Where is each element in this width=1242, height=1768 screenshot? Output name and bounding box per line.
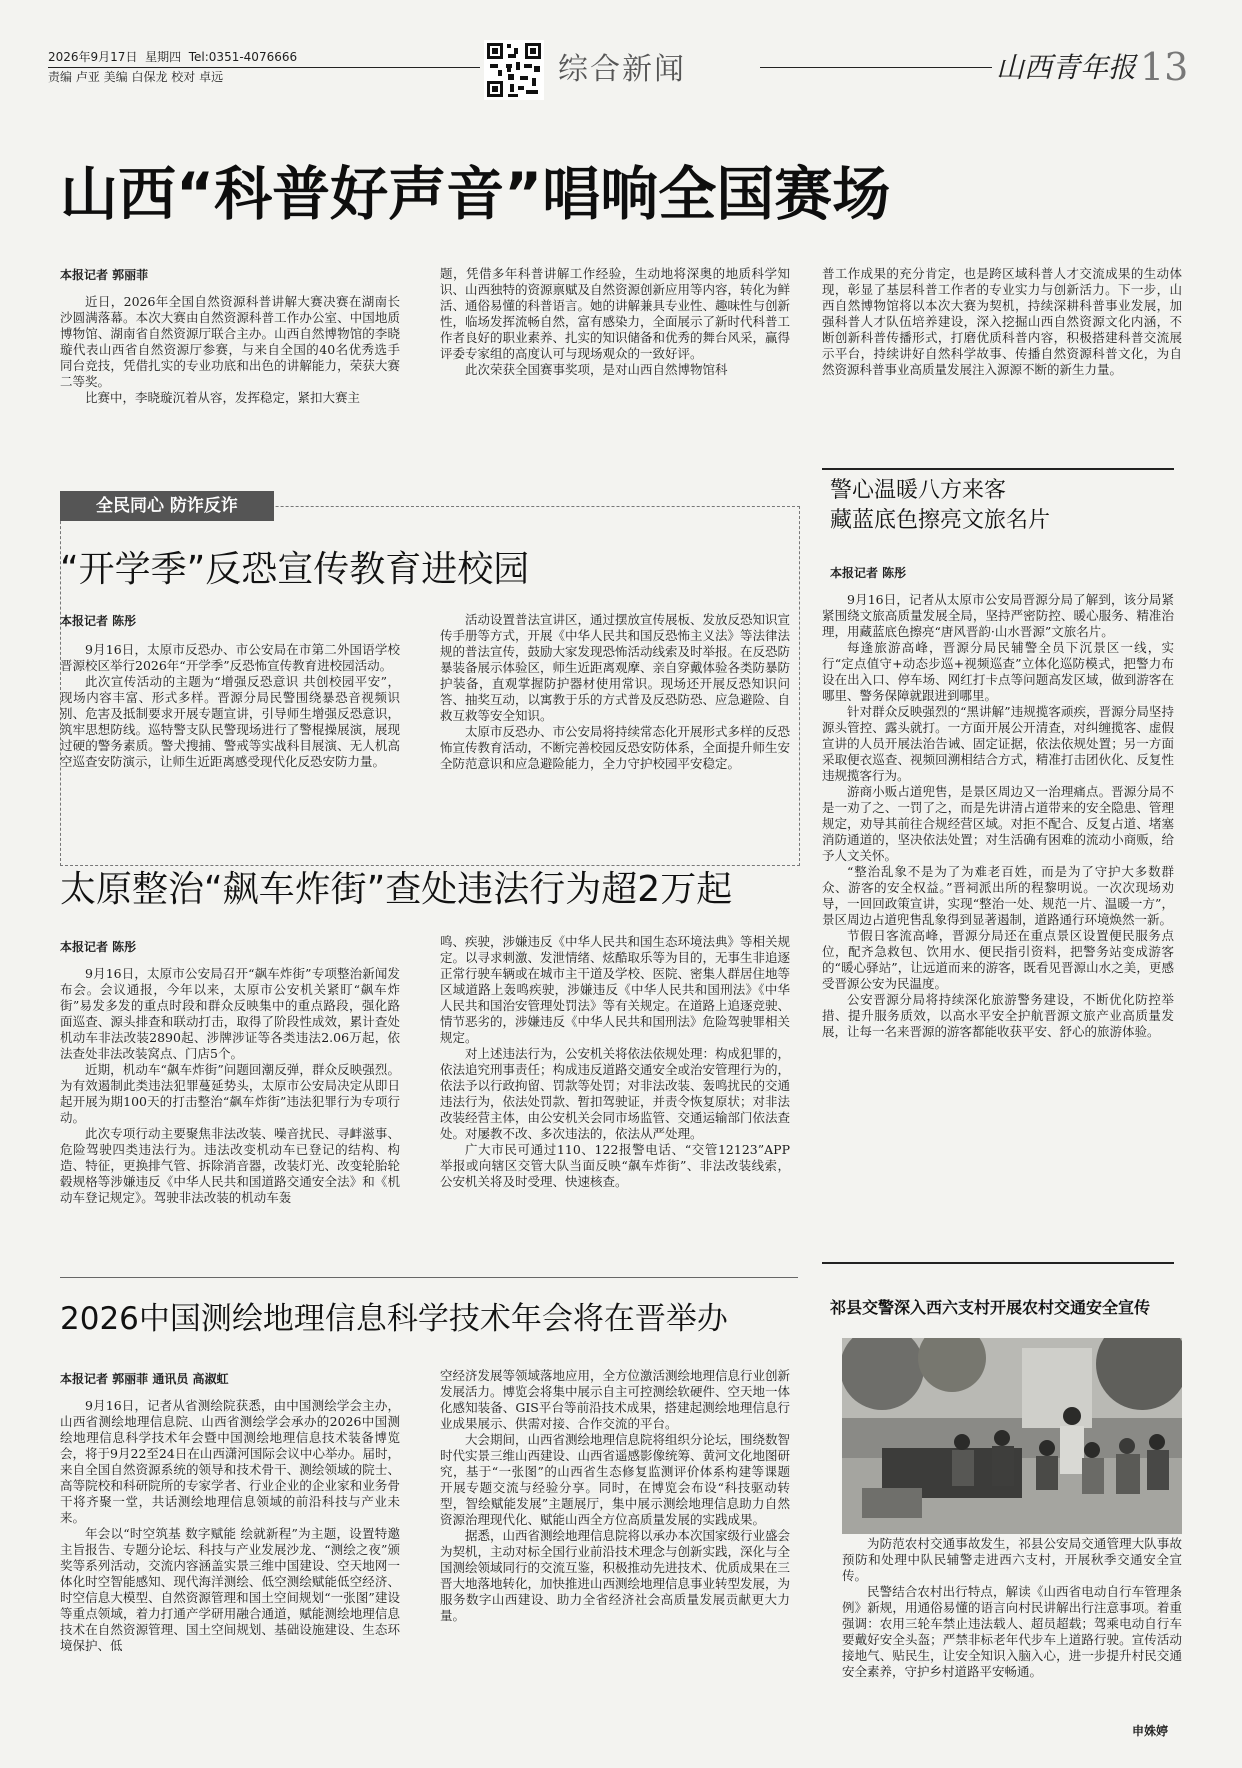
tourism-headline-2: 藏蓝底色擦亮文旅名片: [830, 508, 1051, 533]
tourism-paragraph: 每逢旅游高峰，晋源分局民辅警全员下沉景区一线，实行“定点值守+动态步巡+视频巡查”立体化巡防模式，把警力布设在出入口、停车场、网红打卡点等问题高发区域，做到游客在哪里、警务保障就跟进到哪里。: [822, 640, 1174, 703]
racing-paragraph: 9月16日，太原市公安局召开“飙车炸街”专项整治新闻发布会。会议通报，今年以来，太原市公安机关紧盯“飙车炸街”易发多发的重点时段和群众反映集中的重点路段，强化路面巡查、源头排查和联动打击，取得了阶段性成效，累计查处机动车非法改装2890起、涉牌涉证等各类违法2.06万起，依法查处非法改装窝点、门店5个。: [60, 966, 400, 1061]
lead-paragraph: 近日，2026年全国自然资源科普讲解大赛决赛在湖南长沙圆满落幕。本次大赛由自然资源科普工作办公室、中国地质博物馆、湖南省自然资源厅联合主办。山西自然博物馆的李晓璇代表山西省自然资源厅参赛，与来自全国的40名优秀选手同台竞技，凭借扎实的专业功底和出色的讲解能力，荣获大赛二等奖。: [60, 294, 400, 389]
divider-rule: [60, 1277, 798, 1278]
photo-story-headline: 祁县交警深入西六支村开展农村交通安全宣传: [830, 1298, 1151, 1317]
survey-paragraph: 大会期间，山西省测绘地理信息院将组织分论坛，围绕数智时代实景三维山西建设、山西省遥感影像统筹、黄河文化地图研究，基于“一张图”的山西省生态修复监测评价体系构建等课题开展专题交流与经验分享。同时，在博览会布设“科技驱动转型，智绘赋能发展”主题展厅，集中展示测绘地理信息助力自然资源治理现代化、赋能山西全方位高质量发展的实践成果。: [440, 1432, 791, 1527]
photo-story-author: 申姝婷: [1132, 1724, 1169, 1738]
tourism-paragraph: 9月16日，记者从太原市公安局晋源分局了解到，该分局紧紧围绕文旅高质量发展全局，坚持严密防控、暖心服务、精准治理，用藏蓝底色擦亮“唐风晋韵·山水晋源”文旅名片。: [822, 592, 1174, 639]
school-byline: 本报记者 陈彤: [60, 614, 137, 628]
survey-paragraph: 空经济发展等领域落地应用，全方位激活测绘地理信息行业创新发展活力。博览会将集中展示自主可控测绘软硬件、空天地一体化感知装备、GIS平台等前沿技术成果，搭建起测绘地理信息行业成果展示、供需对接、合作交流的平台。: [440, 1368, 791, 1431]
lead-column-1: [60, 294, 400, 406]
lead-paragraph: 此次荣获全国赛事奖项，是对山西自然博物馆科: [465, 362, 728, 377]
tourism-paragraph: 公安晋源分局将持续深化旅游警务建设，不断优化防控举措、提升服务质效，以高水平安全护航晋源文旅产业高质量发展，让每一名来晋源的游客都能收获平安、舒心的旅游体验。: [822, 992, 1174, 1039]
lead-column-2: [440, 266, 790, 378]
photo-story-paragraph: 为防范农村交通事故发生，祁县公安局交通管理大队事故预防和处理中队民辅警走进西六支村，开展秋季交通安全宣传。: [842, 1536, 1182, 1583]
racing-headline: 太原整治“飙车炸街”查处违法行为超2万起: [60, 869, 733, 910]
survey-paragraph: 9月16日，记者从省测绘院获悉，由中国测绘学会主办，山西省测绘地理信息院、山西省测绘学会承办的2026中国测绘地理信息科学技术年会暨中国测绘地理信息技术装备博览会，将于9月22至24日在山西潇河国际会议中心举办。届时，来自全国自然资源系统的领导和技术骨干、测绘领域的院士、高等院校和科研院所的专家学者、行业企业的企业家和业务骨干将齐聚一堂，共话测绘地理信息领域的前沿科技与产业未来。: [60, 1398, 400, 1525]
tourism-byline: 本报记者 陈彤: [830, 566, 907, 580]
newsroom-tel: Tel:0351-4076666: [188, 50, 298, 64]
lead-byline: 本报记者 郭丽菲: [60, 268, 149, 282]
school-paragraph: 太原市反恐办、市公安局将持续常态化开展形式多样的反恐怖宣传教育活动，不断完善校园反恐安防体系，全面提升师生安全防范意识和应急避险能力，全力守护校园平安稳定。: [440, 724, 791, 771]
school-column-2: [440, 612, 790, 772]
issue-date: 2026年9月17日: [48, 50, 138, 64]
village-traffic-photo: [842, 1338, 1182, 1534]
lead-column-3: [822, 266, 1182, 378]
survey-paragraph: 据悉，山西省测绘地理信息院将以承办本次国家级行业盛会为契机，主动对标全国行业前沿技术理念与创新实践，深化与全国测绘领域同行的交流互鉴，积极推动先进技术、优质成果在三晋大地落地转化，加快推进山西测绘地理信息事业转型发展，为服务数字山西建设、助力全省经济社会高质量发展贡献更大力量。: [440, 1528, 791, 1623]
tourism-body: [822, 592, 1174, 1040]
survey-column-1: [60, 1398, 400, 1654]
racing-paragraph: 鸣、疾驶，涉嫌违反《中华人民共和国生态环境法典》等相关规定。以寻求刺激、发泄情绪、炫酷取乐等为目的，无事生非追逐正常行驶车辆或在城市主干道及学校、医院、密集人群居住地等区域道路上轰鸣疾驶，涉嫌违反《中华人民共和国刑法》《中华人民共和国治安管理处罚法》等有关规定。在道路上追逐竞驶、情节恶劣的，涉嫌违反《中华人民共和国刑法》危险驾驶罪相关规定。: [440, 934, 791, 1045]
issue-date-line: [48, 49, 408, 65]
issue-weekday: 星期四: [145, 50, 182, 64]
survey-headline: 2026中国测绘地理信息科学技术年会将在晋举办: [60, 1301, 728, 1337]
header-rule-right: [760, 67, 992, 68]
tourism-paragraph: “整治乱象不是为了为难老百姓，而是为了守护大多数群众、游客的安全权益。”晋祠派出所的程黎明说。一次次现场劝导，一回回政策宣讲，实现“整治一处、规范一片、温暖一方”，景区周边占道兜售乱象得到显著遏制，道路通行环境焕然一新。: [822, 864, 1174, 927]
school-headline: “开学季”反恐宣传教育进校园: [60, 549, 530, 590]
tourism-paragraph: 针对群众反映强烈的“黑讲解”违规揽客顽疾，晋源分局坚持源头管控、露头就打。一方面开展公开清查，对纠缠揽客、虚假宣讲的人员开展法治告诫、固定证据，依法依规处置；另一方面采取便衣巡查、视频回溯相结合方式，精准打击团伙化、反复性违规揽客行为。: [822, 704, 1174, 783]
anti-fraud-banner: 全民同心 防诈反诈: [60, 491, 274, 521]
racing-byline: 本报记者 陈彤: [60, 940, 137, 954]
lead-paragraph: 比赛中，李晓璇沉着从容，发挥稳定，紧扣大赛主: [85, 390, 361, 405]
photo-story-top-rule: [822, 1262, 1174, 1264]
section-title: 综合新闻: [558, 52, 686, 87]
racing-column-1: [60, 966, 400, 1206]
lead-headline: 山西“科普好声音”唱响全国赛场: [60, 160, 891, 228]
tourism-top-rule: [822, 468, 1174, 470]
qr-code-icon[interactable]: [484, 40, 544, 100]
racing-column-2: [440, 934, 790, 1190]
tourism-paragraph: 游商小贩占道兜售，是景区周边又一治理痛点。晋源分局不是一劝了之、一罚了之，而是先讲清占道带来的安全隐患、管理规定，劝导其前往合规经营区域。对拒不配合、反复占道、堵塞消防通道的，坚决依法处置；对生活确有困难的流动小商贩，给予人文关怀。: [822, 784, 1174, 863]
header-rule-left: [48, 67, 480, 68]
editor-credits: 责编 卢亚 美编 白保龙 校对 卓远: [48, 70, 224, 84]
survey-byline: 本报记者 郭丽菲 通讯员 高淑虹: [60, 1372, 229, 1386]
school-paragraph: 活动设置普法宣讲区，通过摆放宣传展板、发放反恐知识宣传手册等方式，开展《中华人民共和国反恐怖主义法》等法律法规的普法宣传，鼓励大家发现恐怖活动线索及时举报。在反恐防暴装备展示体验区，师生近距离观摩、亲自穿戴体验各类防暴防护装备，直观掌握防护器材使用常识。现场还开展反恐知识问答、抽奖互动，以寓教于乐的方式普及反恐防恐、应急避险、自救互救等安全知识。: [440, 612, 791, 723]
racing-paragraph: 近期，机动车“飙车炸街”问题回潮反弹，群众反映强烈。为有效遏制此类违法犯罪蔓延势头，太原市公安局决定从即日起开展为期100天的打击整治“飙车炸街”违法犯罪行为专项行动。: [60, 1062, 400, 1125]
tourism-paragraph: 节假日客流高峰，晋源分局还在重点景区设置便民服务点位，配齐急救包、饮用水、便民指引资料，把警务站变成游客的“暖心驿站”，让远道而来的游客，既看见晋源山水之美，更感受晋源公安为民温度。: [822, 928, 1174, 991]
survey-paragraph: 年会以“时空筑基 数字赋能 绘就新程”为主题，设置特邀主旨报告、专题分论坛、科技与产业发展沙龙、“测绘之夜”颁奖等系列活动，交流内容涵盖实景三维中国建设、空天地网一体化时空智能感知、现代海洋测绘、低空测绘赋能低空经济、时空信息大模型、自然资源管理和国土空间规划“一张图”建设等重点领域，着力打通产学研用融合通道，赋能测绘地理信息技术在自然资源管理、国土空间规划、基础设施建设、生态环境保护、低: [60, 1526, 400, 1653]
tourism-headline-1: 警心温暖八方来客: [830, 478, 1007, 503]
racing-paragraph: 广大市民可通过110、122报警电话、“交管12123”APP举报或向辖区交管大队当面反映“飙车炸街”、非法改装线索，公安机关将及时受理、快速核查。: [440, 1142, 790, 1189]
lead-paragraph: 普工作成果的充分肯定，也是跨区域科普人才交流成果的生动体现，彰显了基层科普工作者的专业实力与创新活力。下一步，山西自然博物馆将以本次大赛为契机，持续深耕科普事业发展，加强科普人才队伍培养建设，深入挖掘山西自然资源文化内涵，不断创新科普传播形式，打磨优质科普内容，积极搭建科普交流展示平台，持续讲好自然科学故事、传播自然资源科普文化，为自然资源科普事业高质量发展注入源源不断的新生力量。: [822, 266, 1182, 377]
school-column-1: [60, 642, 400, 770]
lead-paragraph: 题，凭借多年科普讲解工作经验，生动地将深奥的地质科学知识、山西独特的资源禀赋及自然资源创新应用等内容，转化为鲜活、通俗易懂的科普语言。她的讲解兼具专业性、趣味性与创新性，临场发挥流畅自然，富有感染力，全面展示了新时代科普工作者良好的职业素养、扎实的知识储备和优秀的舞台风采，赢得评委专家组的高度认可与现场观众的一致好评。: [440, 266, 791, 361]
photo-story-body: [842, 1536, 1182, 1680]
photo-story-paragraph: 民警结合农村出行特点，解读《山西省电动自行车管理条例》新规，用通俗易懂的语言向村民讲解出行注意事项。着重强调：农用三轮车禁止违法载人、超员超载；驾乘电动自行车要戴好安全头盔；严禁非标老年代步车上道路行驶。宣传活动接地气、贴民生，让安全知识入脑入心，进一步提升村民交通安全素养，守护乡村道路平安畅通。: [842, 1584, 1182, 1679]
page-number: 13: [1140, 45, 1189, 89]
school-paragraph: 9月16日，太原市反恐办、市公安局在市第二外国语学校晋源校区举行2026年“开学季”反恐怖宣传教育进校园活动。: [60, 642, 400, 673]
racing-paragraph: 此次专项行动主要聚焦非法改装、噪音扰民、寻衅滋事、危险驾驶四类违法行为。违法改变机动车已登记的结构、构造、特征，更换排气管、拆除消音器，改装灯光、改变轮胎轮毂规格等涉嫌违反《中华人民共和国道路交通安全法》和《机动车登记规定》。驾驶非法改装的机动车轰: [60, 1126, 400, 1205]
survey-column-2: [440, 1368, 790, 1624]
racing-paragraph: 对上述违法行为，公安机关将依法依规处理：构成犯罪的，依法追究刑事责任；构成违反道路交通安全或治安管理行为的，依法予以行政拘留、罚款等处罚；对非法改装、轰鸣扰民的交通违法行为，依法处罚款、暂扣驾驶证，并责令恢复原状；对非法改装经营主体，由公安机关会同市场监管、交通运输部门依法查处。对屡教不改、多次违法的，依法从严处理。: [440, 1046, 791, 1141]
masthead-logo: 山西青年报: [996, 51, 1137, 84]
school-paragraph: 此次宣传活动的主题为“增强反恐意识 共创校园平安”，现场内容丰富、形式多样。晋源分局民警围绕暴恐音视频识别、危害及抵制要求开展专题宣讲，引导师生增强反恐意识，筑牢思想防线。巡特警支队民警现场进行了警棍操展演，展现过硬的警务素质。警犬搜捕、警戒等实战科目展演、无人机高空巡查安防演示，让师生近距离感受现代化反恐安防力量。: [60, 674, 400, 769]
